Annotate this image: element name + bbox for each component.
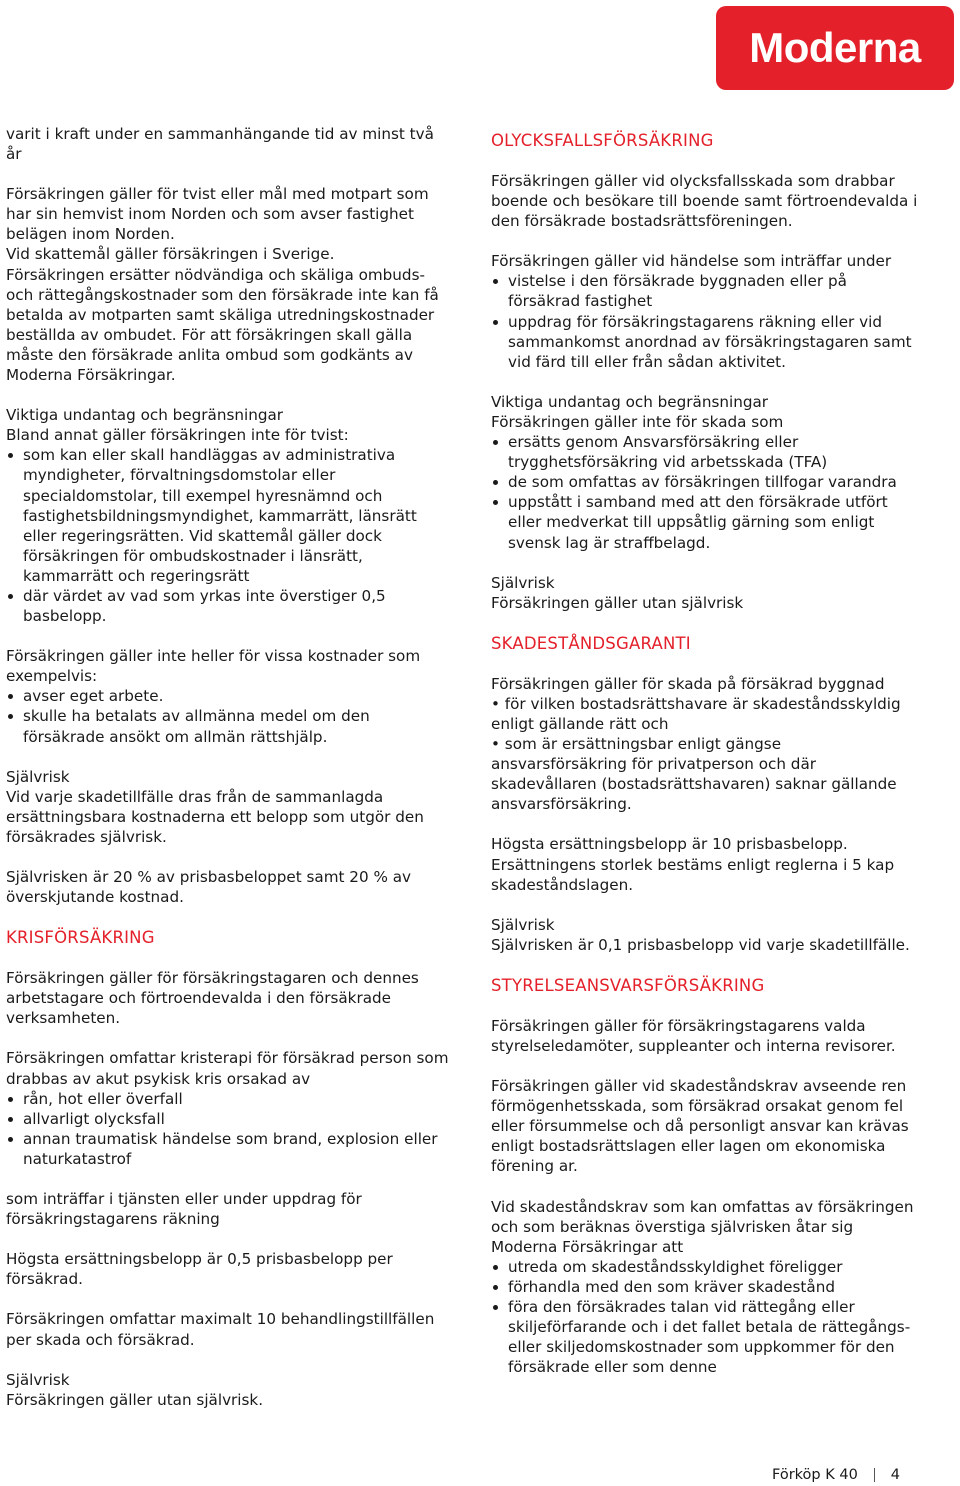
list-item: förhandla med den som kräver skadestånd [491, 1277, 921, 1297]
olycks-scope-text: Försäkringen gäller vid olycksfallsskada som drabbar boende och besökare till boende samt förtroendevalda i den försäkrade bostadsrättsföreningen. [491, 172, 918, 231]
skade-belopp-text: Högsta ersättningsbelopp är 10 prisbasbelopp. Ersättningens storlek bestäms enligt reglerna i 5 kap skadeståndslagen. [491, 835, 895, 894]
sjalvrisk-text: Vid varje skadetillfälle dras från de sammanlagda ersättningsbara kostnaderna ett belopp som utgör den försäkrades självrisk. [6, 787, 424, 846]
list-item: annan traumatisk händelse som brand, explosion eller naturkatastrof [6, 1129, 451, 1169]
list-item: där värdet av vad som yrkas inte överstiger 0,5 basbelopp. [6, 586, 451, 626]
styrelse-atagande-text: Vid skadeståndskrav som kan omfattas av försäkringen och som beräknas överstiga självrisken åtar sig Moderna Försäkringar att [491, 1197, 914, 1256]
page-number: 4 [890, 1467, 901, 1483]
list-item: avser eget arbete. [6, 686, 451, 706]
olycks-heading: OLYCKSFALLSFÖRSÄKRING [491, 131, 714, 150]
skade-sjalvrisk-text: Självrisken är 0,1 prisbasbelopp vid varje skadetillfälle. [491, 935, 910, 954]
moderna-logo [716, 6, 954, 90]
styrelse-heading: STYRELSEANSVARSFÖRSÄKRING [491, 975, 765, 995]
list-item: • för vilken bostadsrättshavare är skadeståndsskyldig enligt gällande rätt och [491, 694, 921, 734]
undantag-list [6, 445, 451, 626]
olycks-sjalvrisk-heading: Självrisk [491, 573, 555, 592]
kostnader-list [6, 686, 451, 746]
undantag-heading: Viktiga undantag och begränsningar [6, 406, 284, 425]
skade-scope-text: Försäkringen gäller för skada på försäkrad byggnad [491, 674, 885, 693]
olycks-handelse-text: Försäkringen gäller vid händelse som inträffar under [491, 252, 892, 271]
page-footer [772, 1467, 900, 1483]
kostnader-intro: Försäkringen gäller inte heller för vissa kostnader som exempelvis: [6, 647, 421, 686]
skattemal-text: Vid skattemål gäller försäkringen i Sverige. [6, 245, 335, 264]
kris-belopp-text: Högsta ersättningsbelopp är 0,5 prisbasbelopp per försäkrad. [6, 1250, 393, 1289]
sjalvrisk-heading: Självrisk [6, 767, 70, 786]
list-item: de som omfattas av försäkringen tillfogar varandra [491, 472, 921, 492]
styrelse-scope-text: Försäkringen gäller för försäkringstagarens valda styrelseledamöter, suppleanter och interna revisorer. [491, 1016, 896, 1055]
right-column [491, 130, 921, 1377]
list-item: allvarligt olycksfall [6, 1109, 451, 1129]
list-item: utreda om skadeståndsskyldighet föreligger [491, 1257, 921, 1277]
kris-behandling-text: Försäkringen omfattar maximalt 10 behandlingstillfällen per skada och försäkrad. [6, 1310, 435, 1349]
left-column [6, 124, 451, 1410]
kris-sjalvrisk-heading: Självrisk [6, 1370, 70, 1389]
logo-text: Moderna [749, 24, 921, 71]
kris-scope-text: Försäkringen gäller för försäkringstagaren och dennes arbetstagare och förtroendevalda i den försäkrade verksamheten. [6, 969, 419, 1028]
list-item: som kan eller skall handläggas av administrativa myndigheter, förvaltningsdomstolar eller specialdomstolar, till exempel hyresnämnd och fastighetsbildningsmyndighet, kammarrätt, länsrätt eller regeringsrätten. Vid skattemål gäller dock försäkringen för ombudskostnader i länsrätt, kammarrätt och regeringsrätt [6, 445, 451, 586]
kris-list [6, 1089, 451, 1169]
list-item: vistelse i den försäkrade byggnaden eller på försäkrad fastighet [491, 271, 921, 311]
list-item: uppstått i samband med att den försäkrade utfört eller medverkat till uppsåtlig gärning som enligt svensk lag är straffbelagd. [491, 492, 921, 552]
skade-heading: SKADESTÅNDSGARANTI [491, 633, 691, 653]
styrelse-krav-text: Försäkringen gäller vid skadeståndskrav avseende ren förmögenhetsskada, som försäkrad orsakat genom fel eller försummelse och då personligt ansvar kan krävas enligt bostadsrättslagen eller lagen om ekonomiska förening ar. [491, 1077, 909, 1176]
skade-sjalvrisk-heading: Självrisk [491, 915, 555, 934]
olycks-sjalvrisk-text: Försäkringen gäller utan självrisk [491, 593, 744, 612]
tvist-scope-text: Försäkringen gäller för tvist eller mål med motpart som har sin hemvist inom Norden och som avser fastighet belägen inom Norden. [6, 185, 429, 244]
list-item: uppdrag för försäkringstagarens räkning eller vid sammankomst anordnad av försäkringstagaren samt vid färd till eller från sådan aktivitet. [491, 312, 921, 372]
kris-terapi-text: Försäkringen omfattar kristerapi för försäkrad person som drabbas av akut psykisk kris orsakad av [6, 1049, 449, 1088]
kris-tjanst-text: som inträffar i tjänsten eller under uppdrag för försäkringstagarens räkning [6, 1190, 362, 1229]
list-item: skulle ha betalats av allmänna medel om den försäkrade ansökt om allmän rättshjälp. [6, 706, 451, 746]
list-item: rån, hot eller överfall [6, 1089, 451, 1109]
list-item: ersätts genom Ansvarsförsäkring eller trygghetsförsäkring vid arbetsskada (TFA) [491, 432, 921, 472]
list-item: föra den försäkrades talan vid rättegång eller skiljeförfarande och i det fallet betala de rättegångs- eller skiljedomskostnader som uppkommer för den försäkrade eller som denne [491, 1297, 921, 1377]
intro-text: varit i kraft under en sammanhängande tid av minst två år [6, 125, 434, 164]
document-code: Förköp K 40 [772, 1467, 858, 1483]
skade-list [491, 694, 921, 815]
footer-divider [874, 1468, 875, 1482]
ombud-text: Försäkringen ersätter nödvändiga och skäliga ombuds- och rättegångskostnader som den försäkrade inte kan få betalda av motparten samt skäliga utredningskostnader beställda av ombudet. För att försäkringen skall gälla måste den försäkrade anlita ombud som godkänts av Moderna Försäkringar. [6, 265, 439, 385]
kris-sjalvrisk-text: Försäkringen gäller utan självrisk. [6, 1390, 264, 1409]
olycks-undantag-intro: Försäkringen gäller inte för skada som [491, 412, 784, 431]
olycks-undantag-list [491, 432, 921, 553]
undantag-intro: Bland annat gäller försäkringen inte för tvist: [6, 426, 349, 445]
kris-heading: KRISFÖRSÄKRING [6, 928, 155, 948]
olycks-undantag-heading: Viktiga undantag och begränsningar [491, 392, 769, 411]
sjalvrisk-percent-text: Självrisken är 20 % av prisbasbeloppet samt 20 % av överskjutande kostnad. [6, 868, 411, 907]
list-item: • som är ersättningsbar enligt gängse ansvarsförsäkring för privatperson och där skadevållaren (bostadsrättshavaren) saknar gällande ansvarsförsäkring. [491, 734, 921, 814]
olycks-list [491, 271, 921, 371]
styrelse-list [491, 1257, 921, 1378]
